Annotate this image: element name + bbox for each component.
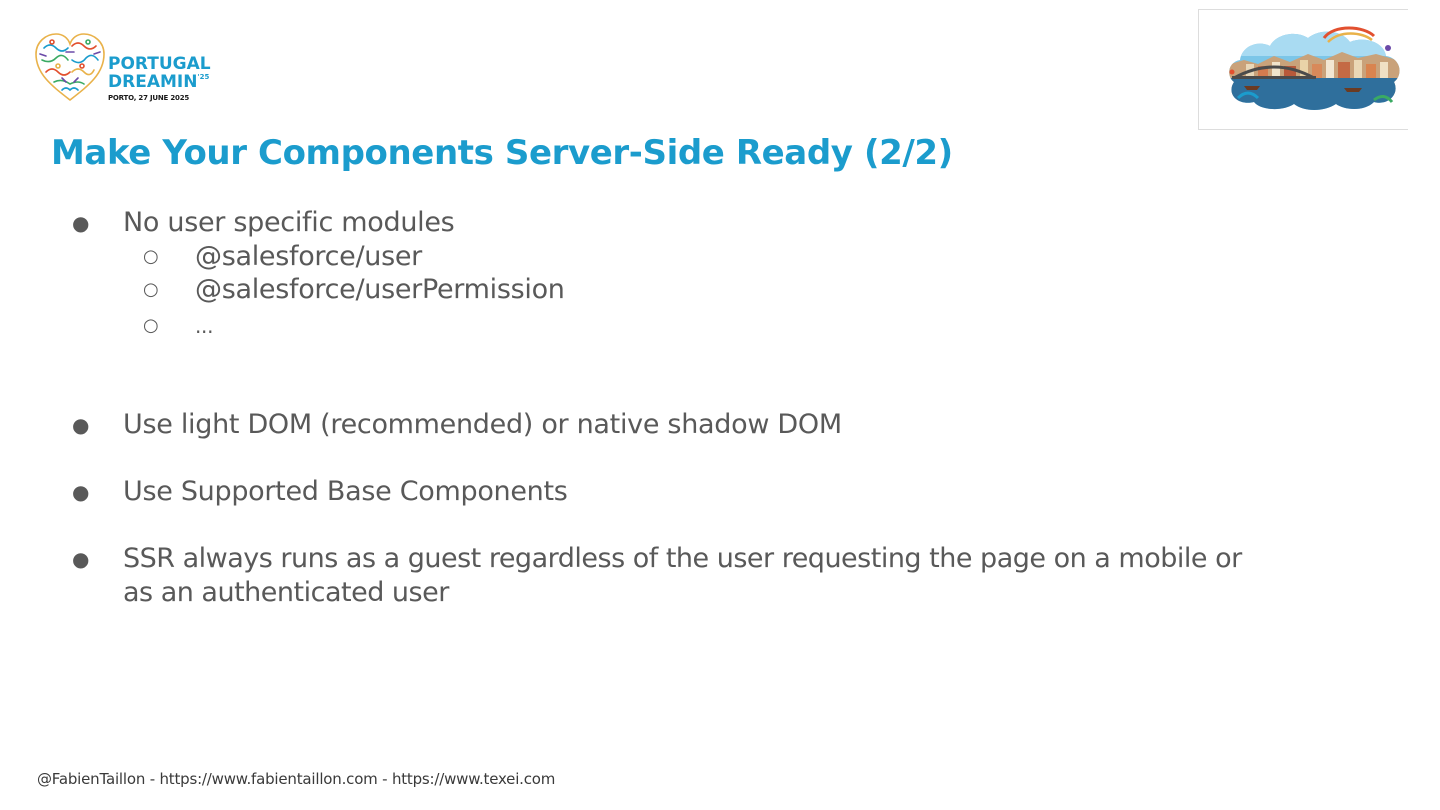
logo-line-portugal: PORTUGAL [108, 54, 211, 74]
bullet-dot-icon: ● [72, 413, 90, 437]
logo-event-date: PORTO, 27 JUNE 2025 [108, 94, 190, 102]
heart-logo-icon [32, 30, 108, 106]
sub-bullet-text: @salesforce/userPermission [195, 274, 565, 305]
bullet-text: Use light DOM (recommended) or native shadow DOM [123, 409, 842, 440]
logo-wordmark [108, 56, 211, 102]
bullet-dot-icon: ● [72, 211, 90, 235]
sub-bullet-text: @salesforce/user [195, 241, 422, 272]
bullet-dot-icon: ● [72, 547, 90, 571]
logo-year-suffix: '25 [197, 73, 210, 81]
portugal-dreamin-logo [32, 30, 232, 110]
footer-credits: @FabienTaillon - https://www.fabientaillon.com - https://www.texei.com [37, 770, 556, 788]
logo-dreamin-word: DREAMIN [108, 72, 198, 92]
bullet-dot-icon: ● [72, 480, 90, 504]
slide-title: Make Your Components Server-Side Ready (2/2) [51, 133, 953, 173]
bullet-text: Use Supported Base Components [123, 476, 568, 507]
sub-bullet-circle-icon: ○ [143, 246, 159, 267]
logo-line-dreamin [108, 74, 211, 91]
bullet-text: SSR always runs as a guest regardless of the user requesting the page on a mobile or as an authenticated user [123, 543, 1242, 608]
porto-cityscape-image [1224, 26, 1404, 112]
sub-bullet-text: ... [195, 314, 214, 338]
bullet-text: No user specific modules [123, 207, 455, 238]
sub-bullet-circle-icon: ○ [143, 315, 159, 336]
sub-bullet-circle-icon: ○ [143, 279, 159, 300]
